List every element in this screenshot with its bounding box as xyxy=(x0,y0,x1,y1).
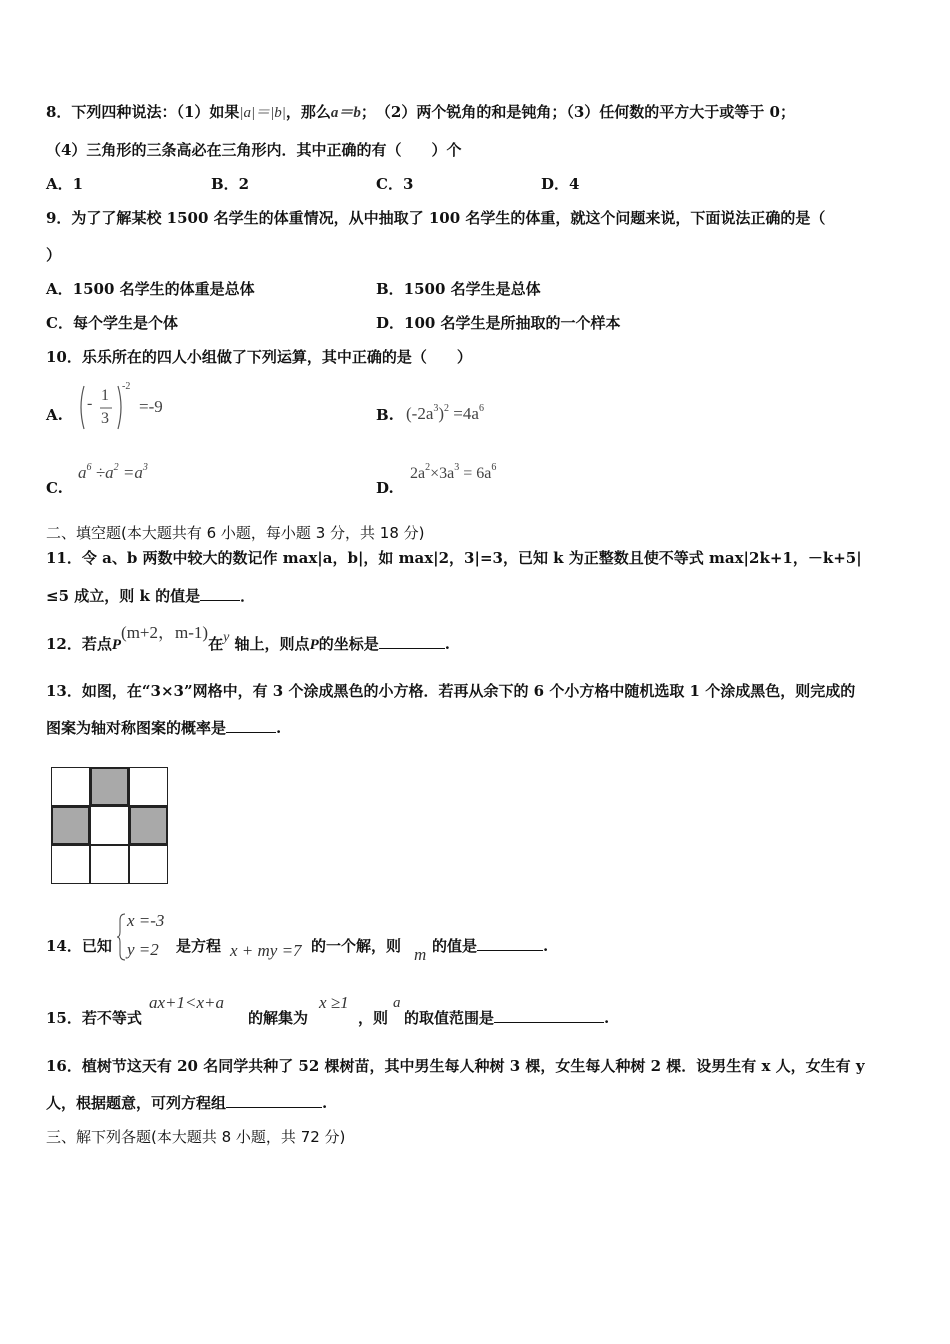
q15-mid2: ，则 xyxy=(358,1009,389,1027)
q14-mid1: 是方程 xyxy=(176,937,222,955)
q9-option-b: B．1500 名学生是总体 xyxy=(376,280,541,298)
q12-end: . xyxy=(444,635,450,653)
q8-option-d: D．4 xyxy=(541,175,580,193)
grid-cell-0-0 xyxy=(51,767,90,806)
q15-post: 的取值范围是 xyxy=(404,1009,495,1027)
q12-coords: (m+2，m-1) xyxy=(121,623,209,642)
q8-line1 xyxy=(46,102,795,123)
q10-expr-d xyxy=(410,462,550,492)
grid-cell-1-2-shaded xyxy=(129,806,168,845)
grid-cell-2-1 xyxy=(90,845,129,884)
q14-post: 的值是 xyxy=(432,937,478,955)
q11-end: ． xyxy=(240,587,256,605)
grid-cell-0-1-shaded xyxy=(90,767,129,806)
q8-text-a: 8．下列四种说法：（1）如果 xyxy=(46,103,240,121)
q8-option-b: B．2 xyxy=(211,175,250,193)
q14-brace xyxy=(117,912,127,962)
q11-line2 xyxy=(46,586,255,606)
q10-d-text: $2a^2\times 3a^3 = 6a^6$ xyxy=(410,462,497,482)
q14-sys2: y =2 xyxy=(127,940,159,959)
q14-mid2: 的一个解，则 xyxy=(311,937,402,955)
q10-expr-a xyxy=(76,383,196,433)
q12-mid1: 在 xyxy=(208,635,224,653)
q8-option-a: A．1 xyxy=(46,175,84,193)
section-3-heading: 三、解下列各题(本大题共 8 小题，共 72 分) xyxy=(46,1128,346,1146)
q12-p: P xyxy=(111,637,122,653)
q10-line1: 10．乐乐所在的四人小组做了下列运算，其中正确的是（ ） xyxy=(46,348,472,366)
q14-post-wrap xyxy=(432,936,548,956)
q16-line2 xyxy=(46,1093,327,1113)
q10-label-d: D. xyxy=(376,479,394,497)
q10-label-b: B. xyxy=(376,406,394,424)
q10-a-parens xyxy=(76,383,196,433)
q16-end: . xyxy=(322,1094,328,1112)
q15-answer-blank[interactable] xyxy=(494,1008,604,1023)
q12-post: 的坐标是 xyxy=(318,635,379,653)
q13-grid-figure xyxy=(51,767,169,885)
q12-line xyxy=(46,623,450,656)
q10-a-num: 1 xyxy=(101,387,109,404)
q14-m: m xyxy=(414,945,427,964)
q16-text: 人，根据题意，可列方程组 xyxy=(46,1094,227,1112)
q16-answer-blank[interactable] xyxy=(226,1093,322,1108)
q12-y: y xyxy=(223,630,230,645)
q10-a-rhs: =-9 xyxy=(139,397,163,416)
grid-cell-1-1 xyxy=(90,806,129,845)
q9-option-a: A．1500 名学生的体重是总体 xyxy=(46,280,255,298)
grid-cell-2-2 xyxy=(129,845,168,884)
q8-line2: （4）三角形的三条高必在三角形内．其中正确的有（ ）个 xyxy=(46,141,462,159)
q12-p2: P xyxy=(309,637,319,653)
q12-pre: 12．若点 xyxy=(46,635,112,653)
grid-cell-1-0-shaded xyxy=(51,806,90,845)
q11-line1: 11．令 a、b 两数中较大的数记作 max|a，b|，如 max|2，3|=3，已知 k 为正整数且使不等式 max|2k+1，－k+5| xyxy=(46,549,862,567)
q10-a-exp: -2 xyxy=(122,381,131,392)
q8-text-c: ； （2）两个锐角的和是钝角；（3）任何数的平方大于或等于 0； xyxy=(360,103,795,121)
q9-option-d: D．100 名学生是所抽取的一个样本 xyxy=(376,314,621,332)
q10-expr-b xyxy=(406,398,536,432)
q10-a-den: 3 xyxy=(101,410,109,427)
q14-pre: 14．已知 xyxy=(46,937,112,955)
q14-end: . xyxy=(543,937,549,955)
q14-sys1: x =-3 xyxy=(127,911,165,930)
q10-expr-c xyxy=(78,462,218,492)
q13-text: 图案为轴对称图案的概率是 xyxy=(46,719,227,737)
q15-pre: 15．若不等式 xyxy=(46,1009,142,1027)
q10-c-text: $a^6 \div a^2 =a^3$ xyxy=(78,462,148,482)
q13-line2 xyxy=(46,718,281,738)
q9-line1: 9．为了了解某校 1500 名学生的体重情况，从中抽取了 100 名学生的体重，就这个问题来说，下面说法正确的是（ xyxy=(46,209,826,227)
q8-abs-eq: |a|＝|b| xyxy=(239,105,286,121)
q14-answer-blank[interactable] xyxy=(477,936,543,951)
q15-sol: x ≥1 xyxy=(319,993,349,1012)
q15-end: . xyxy=(604,1009,610,1027)
q11-answer-blank[interactable] xyxy=(200,586,240,601)
q15-a: a xyxy=(393,995,401,1011)
q10-a-minus: - xyxy=(87,395,93,412)
q8-option-c: C．3 xyxy=(376,175,414,193)
q9-line2: ） xyxy=(46,246,62,264)
q11-text: ≤5 成立，则 k 的值是 xyxy=(46,587,201,605)
q13-end: . xyxy=(276,719,282,737)
q16-line1: 16．植树节这天有 20 名同学共种了 52 棵树苗，其中男生每人种树 3 棵，女生每人种树 2 棵．设男生有 x 人，女生有 y xyxy=(46,1057,865,1075)
q13-answer-blank[interactable] xyxy=(226,718,276,733)
grid-cell-2-0 xyxy=(51,845,90,884)
q15-mid1: 的解集为 xyxy=(248,1009,309,1027)
grid-cell-0-2 xyxy=(129,767,168,806)
q8-text-b: ，那么 xyxy=(285,103,331,121)
section-2-heading: 二、填空题(本大题共有 6 小题，每小题 3 分，共 18 分) xyxy=(46,524,425,542)
q8-a-eq-b: a＝b xyxy=(330,105,361,121)
q10-b-base: $(-2a^3)^2 =4a^6$ xyxy=(406,403,484,423)
q13-line1: 13．如图，在“3×3”网格中，有 3 个涂成黑色的小方格．若再从余下的 6 个小方格中随机选取 1 个涂成黑色，则完成的 xyxy=(46,682,856,700)
q12-mid2: 轴上，则点 xyxy=(234,635,310,653)
q10-label-c: C. xyxy=(46,479,63,497)
q9-option-c: C．每个学生是个体 xyxy=(46,314,178,332)
q12-answer-blank[interactable] xyxy=(379,634,445,649)
q15-ineq: ax+1<x+a xyxy=(149,993,225,1012)
q15-post-wrap xyxy=(404,1008,609,1028)
q10-label-a: A. xyxy=(46,406,63,424)
q14-eq: x + my =7 xyxy=(230,941,302,960)
